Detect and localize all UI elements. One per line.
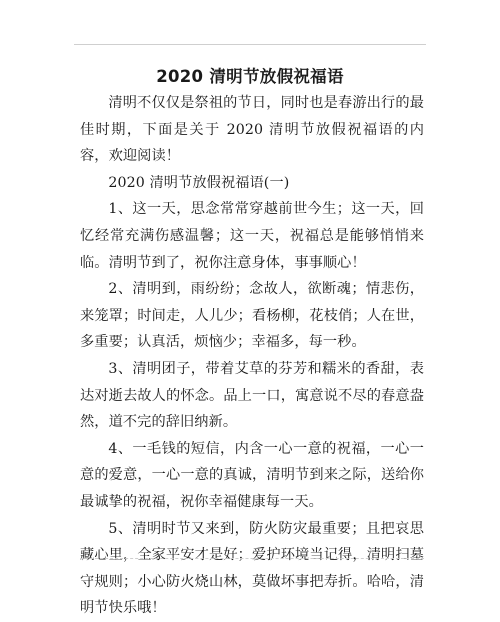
document-title: 2020 清明节放假祝福语: [156, 67, 344, 86]
top-divider: [74, 44, 426, 45]
blessing-item-3: 3、清明团子，带着艾草的芬芳和糯米的香甜，表达对逝去故人的怀念。品上一口，寓意说不尽的春意盎然，道不完的辞旧纳新。: [80, 360, 424, 431]
blessing-item-1: 1、这一天，思念常常穿越前世今生；这一天，回忆经常充满伤感温馨；这一天，祝福总是能够悄悄来临。清明节到了，祝你注意身体，事事顺心！: [80, 201, 424, 271]
blessing-item-2: 2、清明到，雨纷纷；念故人，欲断魂；情悲伤，来笼罩；时间走，人儿少；看杨柳，花枝俏；人在世，多重要；认真活，烦恼少；幸福多，每一秒。: [80, 281, 424, 351]
intro-paragraph: 清明不仅仅是祭祖的节日，同时也是春游出行的最佳时期，下面是关于 2020 清明节放假祝福语的内容，欢迎阅读！: [80, 95, 424, 165]
blessing-item-5: 5、清明时节又来到，防火防灾最重要；且把哀思藏心里，全家平安才是好；爱护环境当记得，清明扫墓守规则；小心防火烧山林，莫做坏事把寿折。哈哈，清明节快乐哦！: [80, 520, 424, 617]
bottom-divider: [80, 558, 424, 559]
blessing-item-4: 4、一毛钱的短信，内含一心一意的祝福，一心一意的爱意，一心一意的真诚，清明节到来之际，送给你最诚挚的祝福，祝你幸福健康每一天。: [80, 440, 424, 510]
section-heading: 2020 清明节放假祝福语(一): [108, 174, 290, 191]
document-body: [80, 90, 424, 622]
